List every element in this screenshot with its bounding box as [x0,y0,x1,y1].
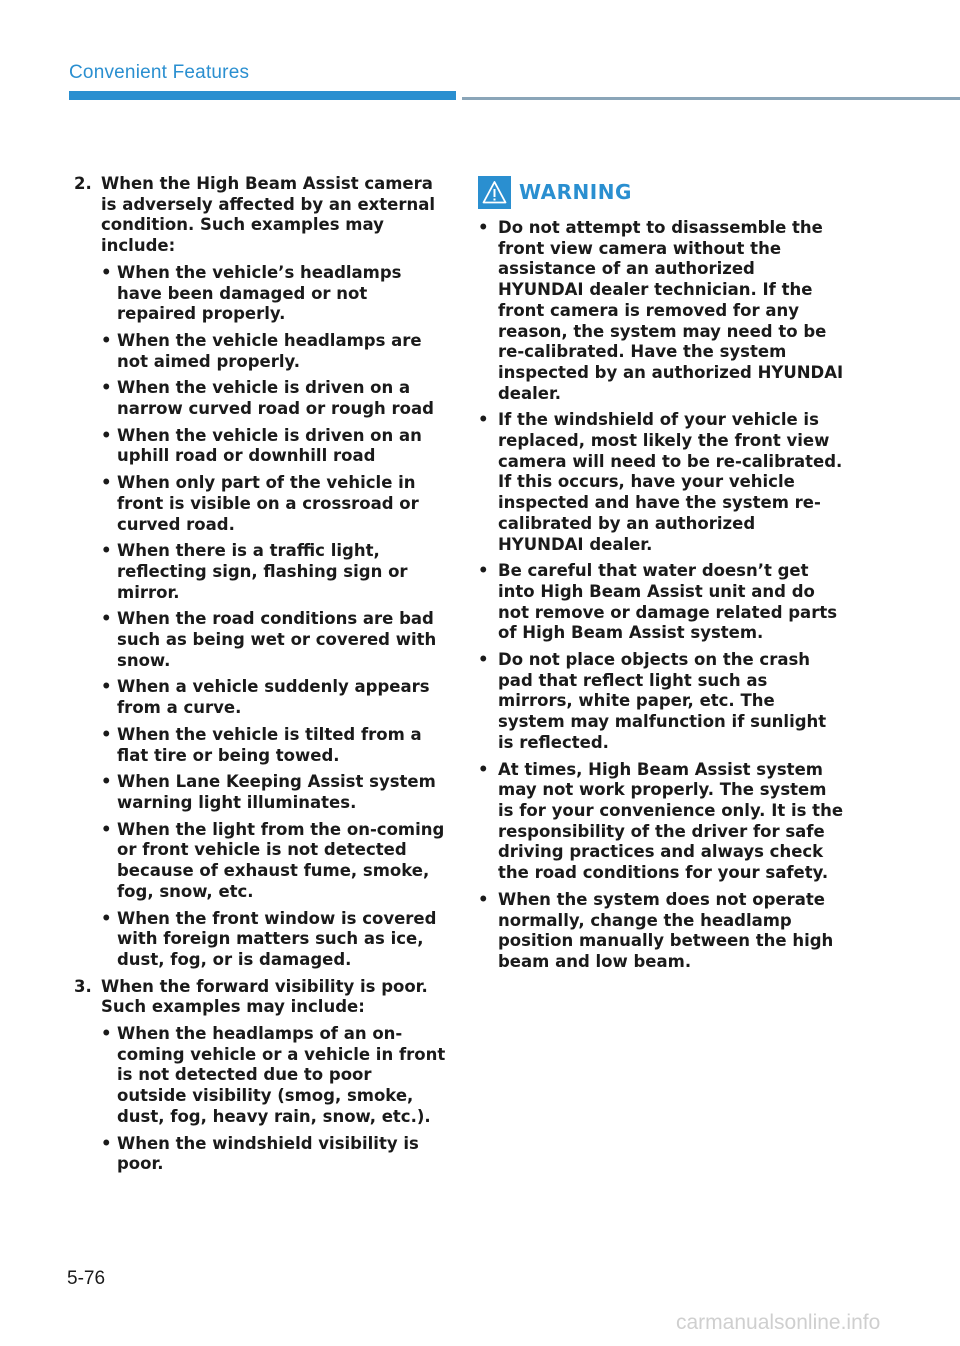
list-item-text: If the windshield of your vehicle is replaced, most likely the front view camera will need to be re-calibrated. If this occurs, have your vehicle inspected and have the system re-calibrated by an authorized HYUNDAI dealer. [498,410,843,554]
list-item-text: When only part of the vehicle in front is visible on a crossroad or curved road. [117,473,419,534]
item-number: 2. [74,174,92,193]
numbered-item-2 [74,174,446,971]
warning-triangle-icon [478,176,511,209]
list-item-text: When the vehicle is driven on a narrow curved road or rough road [117,378,434,419]
bullet-icon: • [478,410,489,430]
bullet-icon: • [478,759,489,779]
list-item [99,1024,446,1128]
list-item [99,1134,446,1175]
list-item-text: When the vehicle is tilted from a flat tire or being towed. [117,724,422,765]
warning-header [478,172,844,212]
list-item-text: Do not attempt to disassemble the front view camera without the assistance of an authorized HYUNDAI dealer technician. If the front camera is removed for any reason, the system may need to be re-calibrated. Have the system inspected by an authorized HYUNDAI dealer. [498,218,844,403]
item-text: When the forward visibility is poor. Such examples may include: [101,976,428,1017]
list-item-text: Be careful that water doesn’t get into High Beam Assist unit and do not remove or damage related parts of High Beam Assist system. [498,561,838,643]
list-item-text: When the front window is covered with foreign matters such as ice, dust, fog, or is damaged. [117,908,437,969]
list-item [99,725,446,766]
list-item-text: Do not place objects on the crash pad that reflect light such as mirrors, white paper, etc. The system may malfunction if sunlight is reflected. [498,650,827,752]
list-item-text: When the vehicle is driven on an uphill road or downhill road [117,425,422,466]
bullet-icon: • [101,609,112,629]
list-item-text: When Lane Keeping Assist system warning light illuminates. [117,772,436,812]
bullet-icon: • [101,677,112,697]
watermark: carmanualsonline.info [676,1311,881,1334]
bullet-icon: • [101,724,112,744]
item-text: When the High Beam Assist camera is adversely affected by an external condition. Such examples may include: [101,174,436,256]
list-item [478,890,844,973]
warning-section [478,172,844,979]
list-item-text: When there is a traffic light, reflecting sign, flashing sign or mirror. [117,541,408,602]
list-item [99,426,446,467]
list-item [478,561,844,644]
bullet-icon: • [101,262,112,282]
bullet-icon: • [101,425,112,445]
list-item-text: When the headlamps of an on-coming vehicle or a vehicle in front is not detected due to poor outside visibility (smog, smoke, dust, fog, heavy rain, snow, etc.). [117,1024,446,1126]
section-title: Convenient Features [69,62,250,83]
bullet-icon: • [478,218,489,237]
list-item-text: When the road conditions are bad such as being wet or covered with snow. [117,609,437,670]
bullet-icon: • [101,378,112,398]
bullet-icon: • [101,819,112,839]
list-item-text: When the windshield visibility is poor. [117,1133,419,1174]
header-rule-accent [69,91,456,100]
list-item-text: When the system does not operate normally, change the headlamp position manually between the high beam and low beam. [498,889,834,971]
list-item [478,650,844,754]
bullet-icon: • [101,772,112,792]
bullet-icon: • [101,330,112,350]
bullet-icon: • [101,1133,112,1153]
item-number: 3. [74,976,92,996]
list-item [478,218,844,404]
bullet-icon: • [478,889,489,909]
list-item [99,378,446,419]
bullet-icon: • [101,541,112,561]
sub-list [101,1024,446,1175]
warning-title: WARNING [519,180,632,204]
sub-list [101,263,446,971]
list-item-text: When the vehicle headlamps are not aimed properly. [117,330,422,371]
list-item [99,263,446,325]
bullet-icon: • [478,561,489,581]
bullet-icon: • [101,473,112,493]
list-item [99,772,446,813]
list-item [99,541,446,603]
warning-list [478,218,844,973]
bullet-icon: • [478,650,489,670]
page-number: 5-76 [67,1268,106,1289]
left-column [74,174,446,1181]
list-item [99,909,446,971]
list-item-text: When the vehicle’s headlamps have been damaged or not repaired properly. [117,262,402,324]
bullet-icon: • [101,1024,112,1044]
numbered-item-3 [74,977,446,1175]
list-item [478,760,844,884]
bullet-icon: • [101,908,112,928]
header-rule-gray [462,97,960,100]
list-item [99,820,446,903]
list-item-text: When a vehicle suddenly appears from a curve. [117,677,430,718]
list-item [478,410,844,555]
list-item [99,677,446,718]
list-item [99,609,446,671]
list-item [99,473,446,535]
list-item-text: When the light from the on-coming or front vehicle is not detected because of exhaust fume, smoke, fog, snow, etc. [117,819,445,901]
list-item [99,331,446,372]
list-item-text: At times, High Beam Assist system may not work properly. The system is for your convenience only. It is the responsibility of the driver for safe driving practices and always check the road conditions for your safety. [498,759,844,883]
